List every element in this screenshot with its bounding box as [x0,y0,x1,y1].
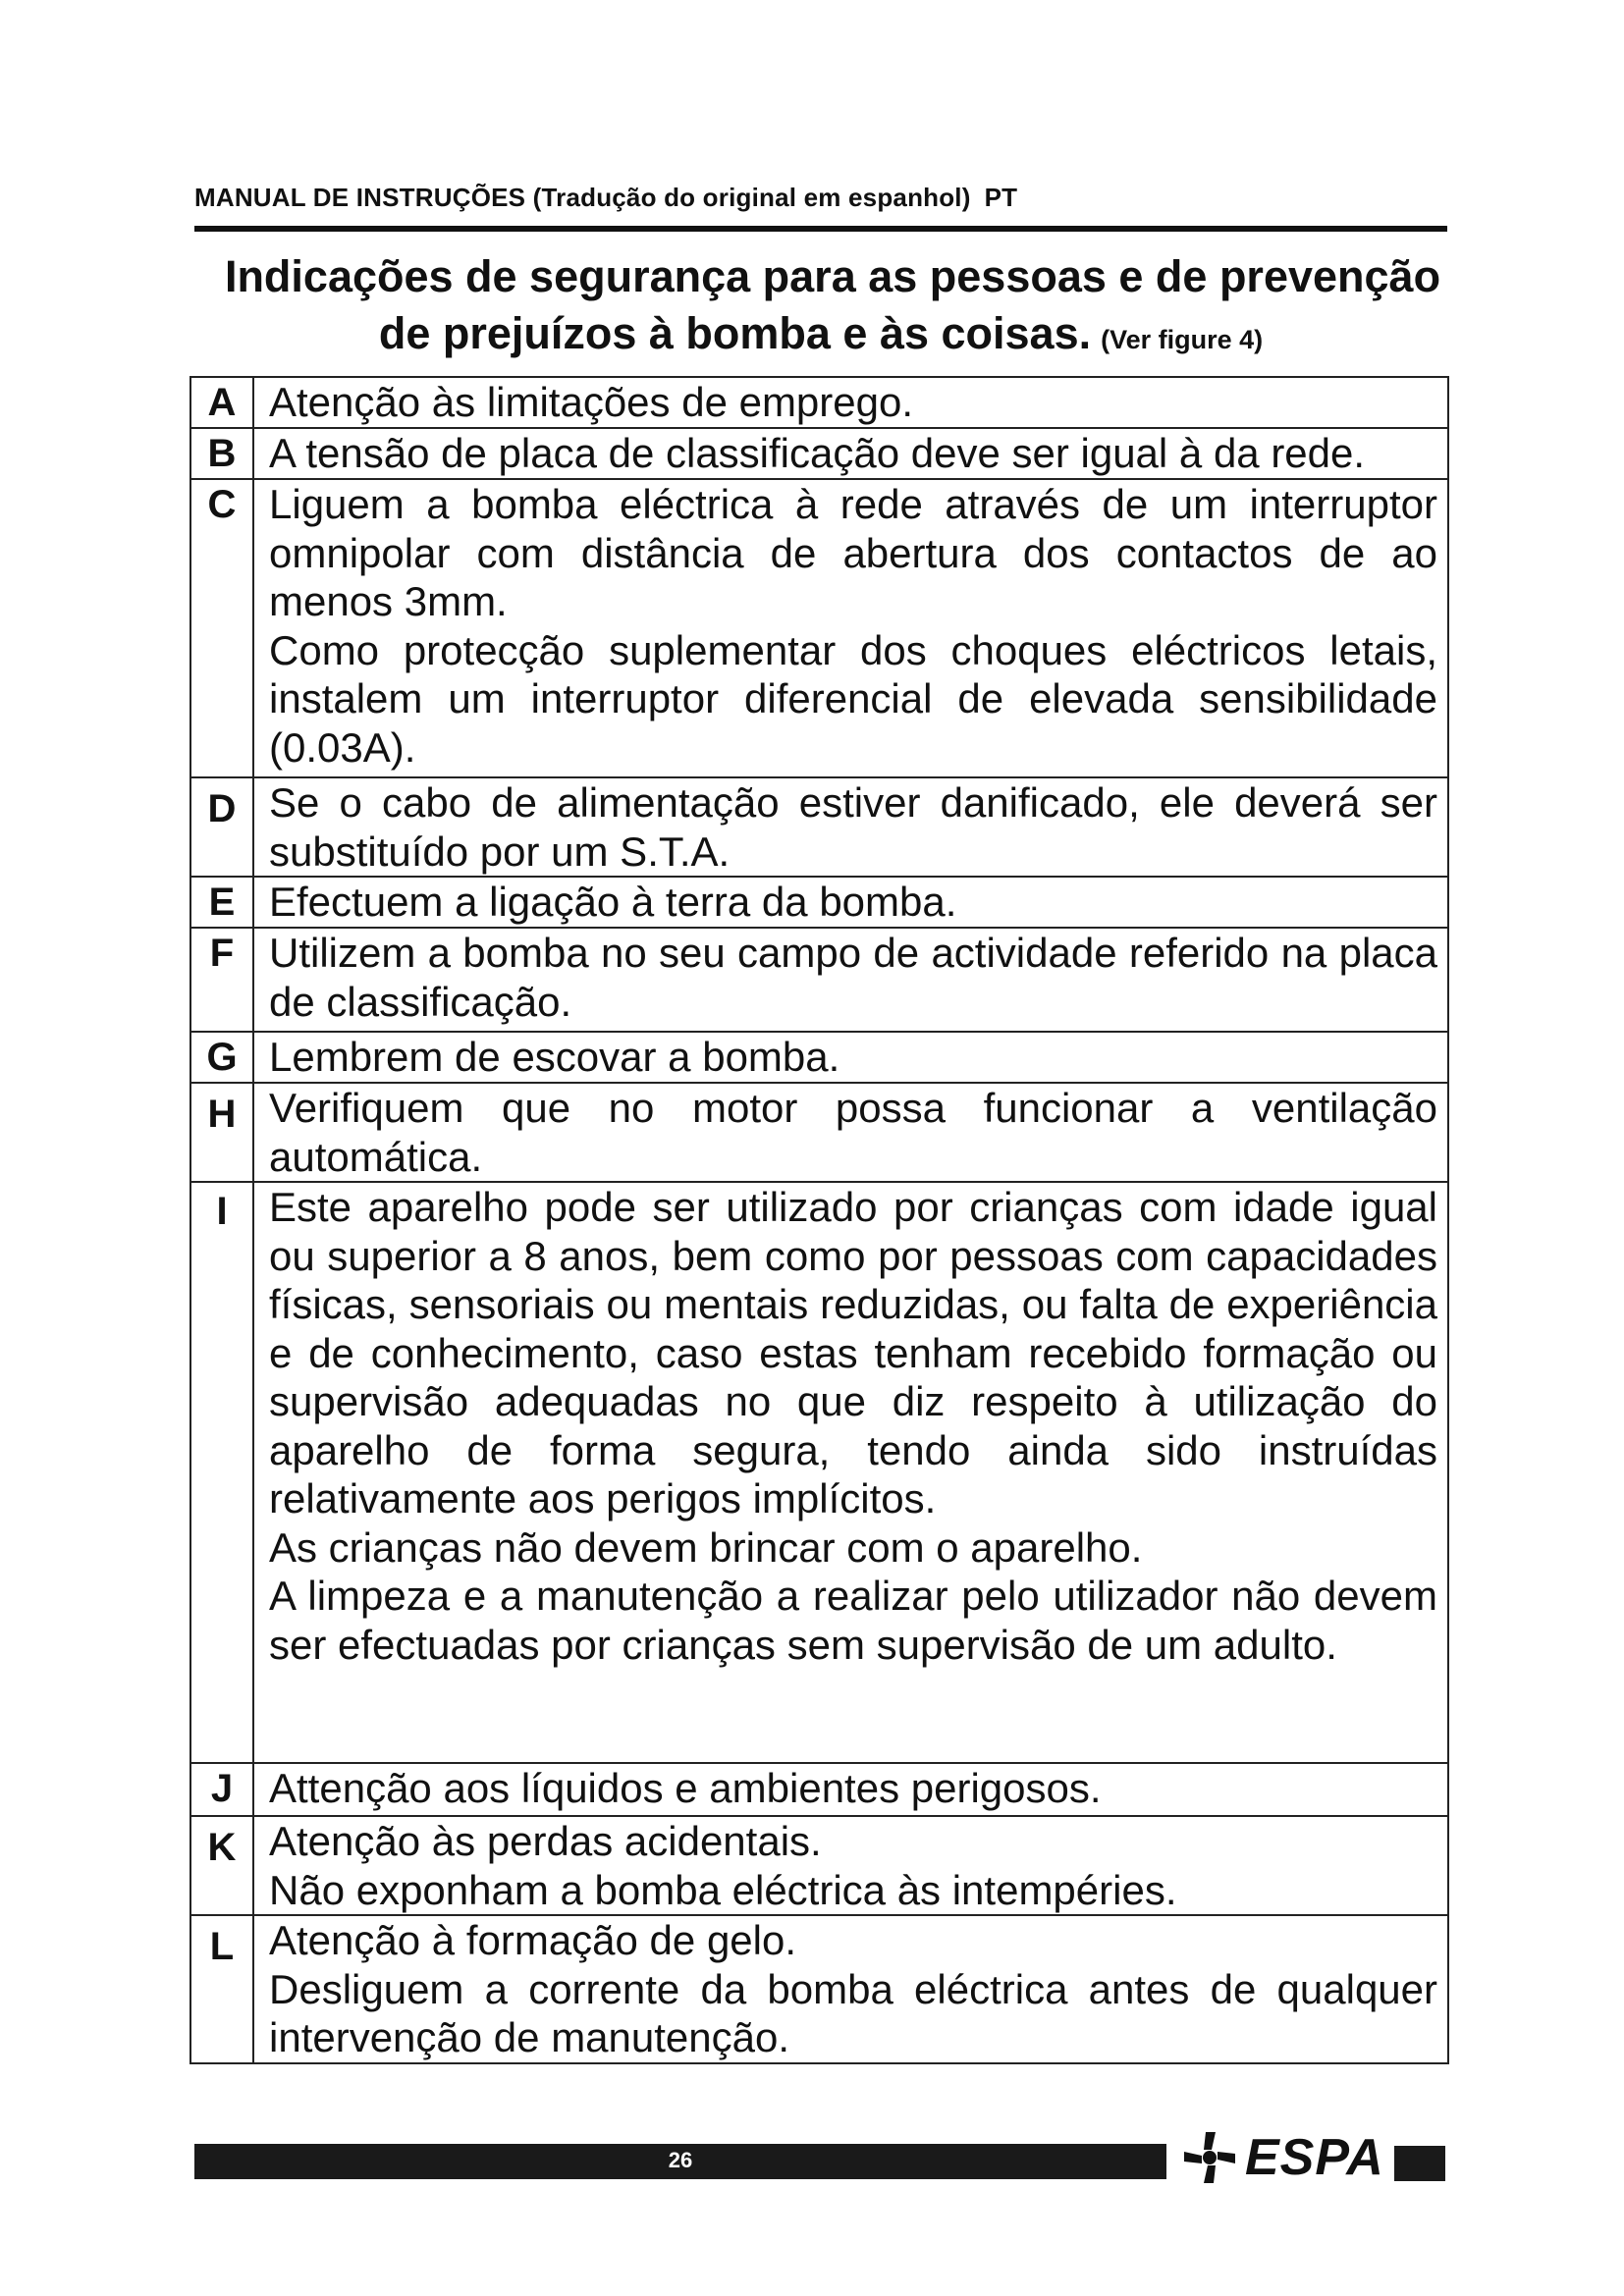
row-paragraph: Attenção aos líquidos e ambientes perigosos. [269,1765,1102,1811]
footer-block [1394,2146,1445,2181]
row-text [253,1182,1448,1763]
row-letter: C [190,479,253,777]
row-text [253,1083,1448,1182]
row-text [253,1915,1448,2063]
figure-reference: (Ver figure 4) [1101,325,1264,354]
table-row [190,428,1448,479]
row-letter: E [190,877,253,928]
row-letter: J [190,1763,253,1816]
espa-logo-icon [1180,2128,1239,2187]
table-row [190,1915,1448,2063]
language-code: PT [984,183,1018,212]
espa-logo [1180,2128,1384,2187]
row-paragraph: Liguem a bomba eléctrica à rede através de um interruptor omnipolar com distância de abertura dos contactos de ao menos 3mm. [269,481,1437,624]
section-title-line1: Indicações de segurança para as pessoas e de prevenção [224,251,1441,301]
safety-table-body [190,377,1448,2063]
row-letter: B [190,428,253,479]
row-paragraph: A tensão de placa de classificação deve ser igual à da rede. [269,430,1366,476]
table-row [190,1763,1448,1816]
row-paragraph: Utilizem a bomba no seu campo de actividade referido na placa de classificação. [269,930,1437,1025]
section-title-line2-text: de prejuízos à bomba e às coisas. [378,308,1092,358]
row-letter: D [190,777,253,877]
row-paragraph: Este aparelho pode ser utilizado por crianças com idade igual ou superior a 8 anos, bem como por pessoas com capacidades físicas, sensoriais ou mentais reduzidas, ou falta de experiência e de conhecimento, caso estas tenham recebido formação ou supervisão adequadas no que diz respeito à utilização do aparelho de forma segura, tendo ainda sido instruídas relativamente aos perigos implícitos. [269,1184,1437,1522]
row-paragraph: Efectuem a ligação à terra da bomba. [269,879,957,925]
row-text [253,1032,1448,1083]
table-row [190,1032,1448,1083]
row-letter: L [190,1915,253,2063]
table-row [190,1182,1448,1763]
row-text [253,1763,1448,1816]
row-text [253,777,1448,877]
row-paragraph: Atenção às perdas acidentais. [269,1818,822,1864]
table-row [190,1816,1448,1915]
table-row [190,877,1448,928]
table-row [190,1083,1448,1182]
table-row [190,377,1448,428]
row-text [253,877,1448,928]
manual-title [194,183,1017,213]
row-letter: H [190,1083,253,1182]
row-paragraph: Verifiquem que no motor possa funcionar a ventilação automática. [269,1085,1437,1180]
row-text [253,377,1448,428]
row-letter: G [190,1032,253,1083]
row-letter: A [190,377,253,428]
table-row [190,928,1448,1032]
row-letter: I [190,1182,253,1763]
row-text [253,428,1448,479]
row-paragraph: A limpeza e a manutenção a realizar pelo utilizador não devem ser efectuadas por crianças sem supervisão de um adulto. [269,1573,1437,1668]
row-paragraph: Atenção às limitações de emprego. [269,379,914,425]
row-paragraph: Lembrem de escovar a bomba. [269,1034,840,1080]
footer-bar [194,2144,1166,2179]
page-number: 26 [668,2148,693,2172]
row-text [253,928,1448,1032]
row-paragraph: As crianças não devem brincar com o aparelho. [269,1523,1143,1571]
row-paragraph: Não exponham a bomba eléctrica às intempéries. [269,1866,1177,1913]
table-row [190,479,1448,777]
row-paragraph: Desliguem a corrente da bomba eléctrica antes de qualquer intervenção de manutenção. [269,1965,1437,2060]
safety-table [189,376,1449,2064]
section-title-line2 [194,308,1447,359]
brand-name: ESPA [1245,2129,1384,2186]
row-text [253,1816,1448,1915]
row-paragraph: Como protecção suplementar dos choques eléctricos letais, instalem um interruptor diferencial de elevada sensibilidade (0.03A). [269,626,1437,771]
row-letter: K [190,1816,253,1915]
table-row [190,777,1448,877]
row-text [253,479,1448,777]
row-paragraph: Se o cabo de alimentação estiver danificado, ele deverá ser substituído por um S.T.A. [269,779,1437,875]
page-header [194,183,1447,232]
manual-title-text: MANUAL DE INSTRUÇÕES (Tradução do original em espanhol) [194,183,971,212]
row-letter: F [190,928,253,1032]
row-paragraph: Atenção à formação de gelo. [269,1917,797,1963]
